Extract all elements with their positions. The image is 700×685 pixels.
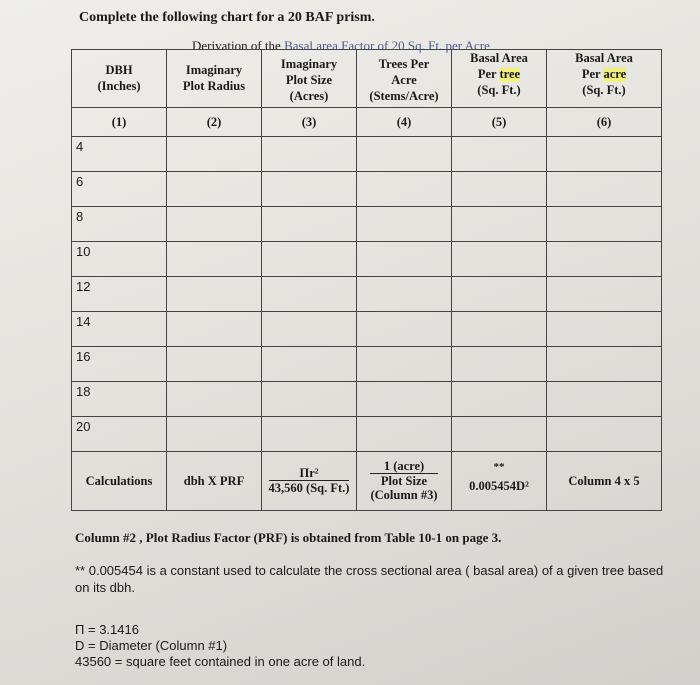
dbh-cell: 14 bbox=[72, 312, 167, 347]
dbh-cell: 16 bbox=[72, 347, 167, 382]
answer-cell[interactable] bbox=[452, 382, 547, 417]
answer-cell[interactable] bbox=[167, 417, 262, 452]
col-number: (5) bbox=[452, 108, 547, 137]
formula-denominator: 43,560 (Sq. Ft.) bbox=[268, 481, 350, 495]
answer-cell[interactable] bbox=[357, 207, 452, 242]
answer-cell[interactable] bbox=[167, 312, 262, 347]
dbh-cell: 20 bbox=[72, 417, 167, 452]
answer-cell[interactable] bbox=[547, 277, 662, 312]
trees-per-acre-formula bbox=[370, 459, 437, 502]
col-number: (6) bbox=[547, 108, 662, 137]
table-row bbox=[72, 172, 662, 207]
answer-cell[interactable] bbox=[357, 242, 452, 277]
table-row bbox=[72, 277, 662, 312]
formula-denominator: Plot Size bbox=[380, 474, 428, 488]
answer-cell[interactable] bbox=[547, 417, 662, 452]
col-number: (3) bbox=[262, 108, 357, 137]
answer-cell[interactable] bbox=[262, 312, 357, 347]
answer-cell[interactable] bbox=[262, 207, 357, 242]
header-ba-per-tree: Basal Area Per tree (Sq. Ft.) bbox=[452, 50, 547, 108]
table-row bbox=[72, 347, 662, 382]
calc-col5 bbox=[452, 452, 547, 511]
answer-cell[interactable] bbox=[452, 417, 547, 452]
page-title: Complete the following chart for a 20 BAF prism. bbox=[79, 10, 375, 25]
calculations-row bbox=[72, 452, 662, 511]
definitions bbox=[75, 622, 365, 670]
asterisk-mark: ** bbox=[493, 460, 505, 473]
header-plot-radius: Imaginary Plot Radius bbox=[167, 50, 262, 108]
answer-cell[interactable] bbox=[357, 137, 452, 172]
table-row bbox=[72, 312, 662, 347]
answer-cell[interactable] bbox=[262, 172, 357, 207]
calc-col3 bbox=[262, 452, 357, 511]
col-number: (2) bbox=[167, 108, 262, 137]
calc-col6: Column 4 x 5 bbox=[547, 452, 662, 511]
definition-diameter: D = Diameter (Column #1) bbox=[75, 638, 228, 653]
answer-cell[interactable] bbox=[547, 207, 662, 242]
ba-formula: 0.005454D² bbox=[469, 478, 529, 493]
baf-chart-table bbox=[71, 49, 662, 511]
dbh-cell: 6 bbox=[72, 172, 167, 207]
answer-cell[interactable] bbox=[357, 382, 452, 417]
answer-cell[interactable] bbox=[452, 242, 547, 277]
table-row bbox=[72, 242, 662, 277]
formula-numerator: 1 (acre) bbox=[370, 459, 437, 474]
calc-col2: dbh X PRF bbox=[167, 452, 262, 511]
prf-note: Column #2 , Plot Radius Factor (PRF) is obtained from Table 10-1 on page 3. bbox=[75, 530, 502, 545]
definition-pi: Π = 3.1416 bbox=[75, 622, 139, 637]
formula-column-ref: (Column #3) bbox=[370, 488, 438, 502]
table-row bbox=[72, 382, 662, 417]
header-ba-per-acre: Basal Area Per acre (Sq. Ft.) bbox=[547, 50, 662, 108]
answer-cell[interactable] bbox=[262, 347, 357, 382]
header-dbh: DBH (Inches) bbox=[72, 50, 167, 108]
constant-note: ** 0.005454 is a constant used to calculate the cross sectional area ( basal area) of a given tree based on its dbh. bbox=[75, 563, 664, 595]
answer-cell[interactable] bbox=[167, 207, 262, 242]
col-number: (4) bbox=[357, 108, 452, 137]
answer-cell[interactable] bbox=[357, 312, 452, 347]
answer-cell[interactable] bbox=[262, 137, 357, 172]
answer-cell[interactable] bbox=[452, 277, 547, 312]
answer-cell[interactable] bbox=[167, 137, 262, 172]
answer-cell[interactable] bbox=[357, 347, 452, 382]
table-row bbox=[72, 207, 662, 242]
answer-cell[interactable] bbox=[357, 172, 452, 207]
dbh-cell: 4 bbox=[72, 137, 167, 172]
calc-col4 bbox=[357, 452, 452, 511]
answer-cell[interactable] bbox=[547, 382, 662, 417]
answer-cell[interactable] bbox=[357, 417, 452, 452]
column-number-row bbox=[72, 108, 662, 137]
header-plot-size: Imaginary Plot Size (Acres) bbox=[262, 50, 357, 108]
derivation-plain: Derivation of the bbox=[192, 38, 285, 53]
answer-cell[interactable] bbox=[452, 347, 547, 382]
dbh-cell: 8 bbox=[72, 207, 167, 242]
table-row bbox=[72, 137, 662, 172]
dbh-cell: 18 bbox=[72, 382, 167, 417]
header-row bbox=[72, 50, 662, 108]
answer-cell[interactable] bbox=[452, 207, 547, 242]
answer-cell[interactable] bbox=[167, 172, 262, 207]
header-trees-per-acre: Trees Per Acre (Stems/Acre) bbox=[357, 50, 452, 108]
answer-cell[interactable] bbox=[452, 312, 547, 347]
answer-cell[interactable] bbox=[167, 347, 262, 382]
answer-cell[interactable] bbox=[357, 277, 452, 312]
formula-numerator: Πr² bbox=[269, 466, 350, 481]
answer-cell[interactable] bbox=[452, 137, 547, 172]
dbh-cell: 12 bbox=[72, 277, 167, 312]
table-row bbox=[72, 417, 662, 452]
answer-cell[interactable] bbox=[547, 172, 662, 207]
calculations-label: Calculations bbox=[72, 452, 167, 511]
derivation-colored: Basal area Factor of 20 Sq. Ft. per Acre bbox=[284, 38, 490, 53]
answer-cell[interactable] bbox=[167, 277, 262, 312]
definition-acre: 43560 = square feet contained in one acre of land. bbox=[75, 654, 366, 669]
answer-cell[interactable] bbox=[167, 382, 262, 417]
answer-cell[interactable] bbox=[262, 242, 357, 277]
col-number: (1) bbox=[72, 108, 167, 137]
answer-cell[interactable] bbox=[547, 312, 662, 347]
answer-cell[interactable] bbox=[547, 347, 662, 382]
answer-cell[interactable] bbox=[262, 382, 357, 417]
answer-cell[interactable] bbox=[547, 242, 662, 277]
answer-cell[interactable] bbox=[452, 172, 547, 207]
answer-cell[interactable] bbox=[262, 417, 357, 452]
answer-cell[interactable] bbox=[262, 277, 357, 312]
answer-cell[interactable] bbox=[547, 137, 662, 172]
dbh-cell: 10 bbox=[72, 242, 167, 277]
plot-size-formula bbox=[269, 466, 350, 495]
answer-cell[interactable] bbox=[167, 242, 262, 277]
